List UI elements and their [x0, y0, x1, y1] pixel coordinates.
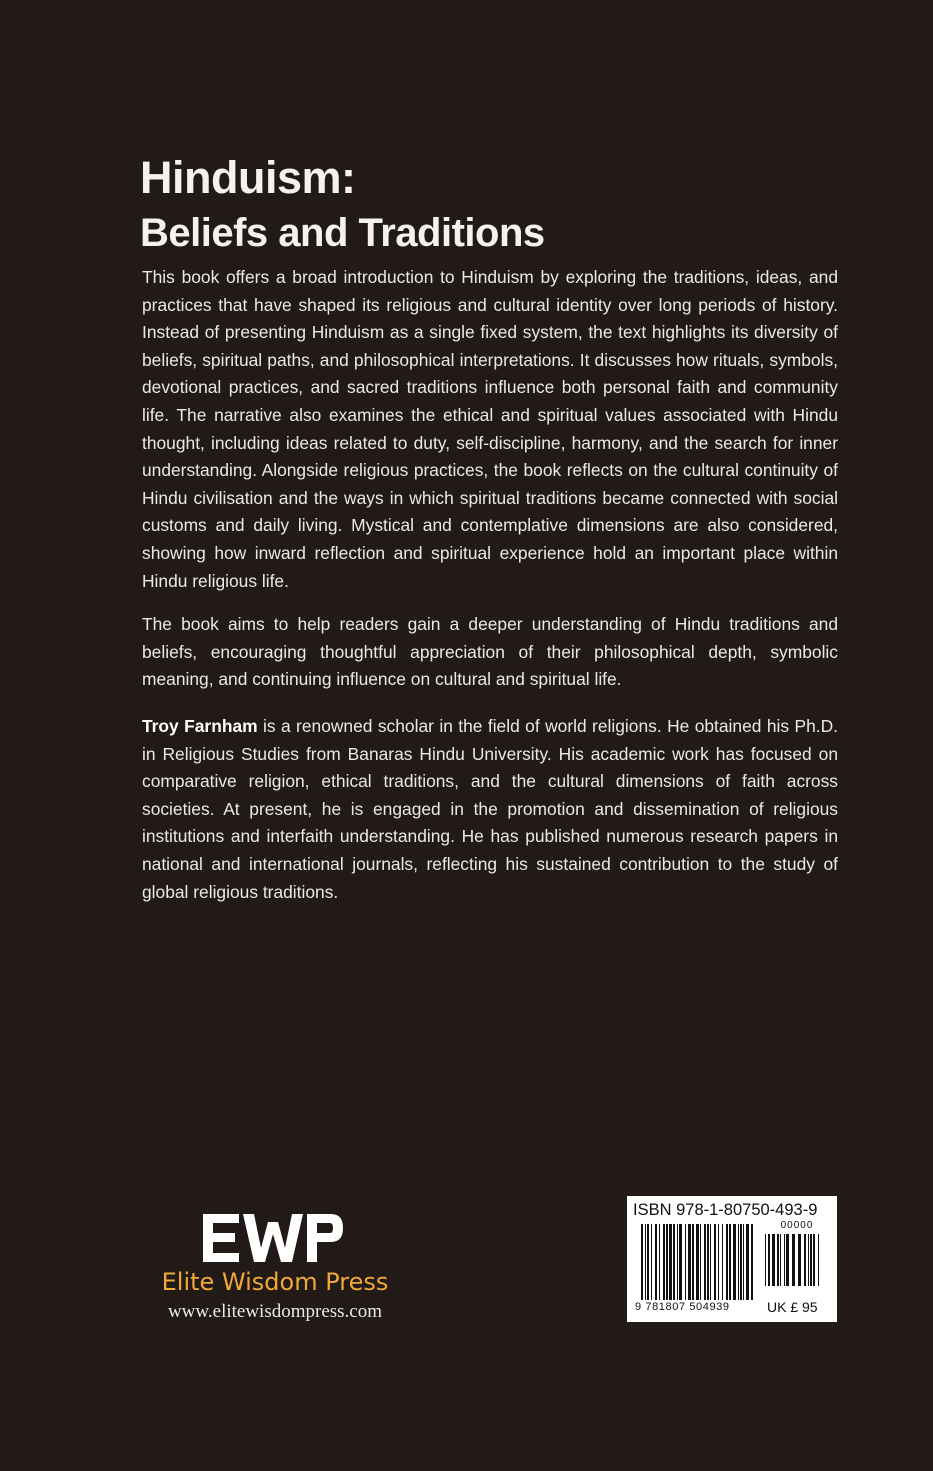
author-name: Troy Farnham [142, 716, 258, 736]
barcode-icon [641, 1224, 831, 1300]
barcode-addon-digits: 00000 [780, 1220, 814, 1231]
isbn-label: ISBN 978-1-80750-493-9 [633, 1201, 818, 1219]
publisher-url: www.elitewisdompress.com [167, 1301, 383, 1322]
book-title-line-2: Beliefs and Traditions [140, 211, 545, 255]
description-paragraph-2: The book aims to help readers gain a deeper understanding of Hindu traditions and beliefs, encouraging thoughtful appreciation of their philosophical depth, symbolic meaning, and continuing influence on cultural and spiritual life. [142, 614, 838, 690]
barcode-digits: 9 781807 504939 [635, 1301, 730, 1313]
isbn-barcode-panel [627, 1196, 837, 1322]
price-label: UK £ 95 [767, 1299, 818, 1315]
author-bio-text: is a renowned scholar in the field of world religions. He obtained his Ph.D. in Religious Studies from Banaras Hindu University. His academic work has focused on comparative religion, ethical traditions, and the cultural dimensions of faith across societies. At present, he is engaged in the promotion and dissemination of religious institutions and interfaith understanding. He has published numerous research papers in national and international journals, reflecting his sustained contribution to the study of global religious traditions. [142, 716, 838, 902]
publisher-name: Elite Wisdom Press [161, 1268, 389, 1296]
book-title-line-1: Hinduism: [140, 152, 356, 203]
publisher-logo-icon [203, 1214, 343, 1262]
author-bio-paragraph [142, 713, 838, 906]
description-paragraph-1: This book offers a broad introduction to Hinduism by exploring the traditions, ideas, and practices that have shaped its religious and cultural identity over long periods of history. Instead of presenting Hinduism as a single fixed system, the text highlights its diversity of beliefs, spiritual paths, and philosophical interpretations. It discusses how rituals, symbols, devotional practices, and sacred traditions influence both personal faith and community life. The narrative also examines the ethical and spiritual values associated with Hindu thought, including ideas related to duty, self-discipline, harmony, and the search for inner understanding. Alongside religious practices, the book reflects on the cultural continuity of Hindu civilisation and the ways in which spiritual traditions became connected with social customs and daily living. Mystical and contemplative dimensions are also considered, showing how inward reflection and spiritual experience hold an important place within Hindu religious life. [142, 267, 838, 591]
